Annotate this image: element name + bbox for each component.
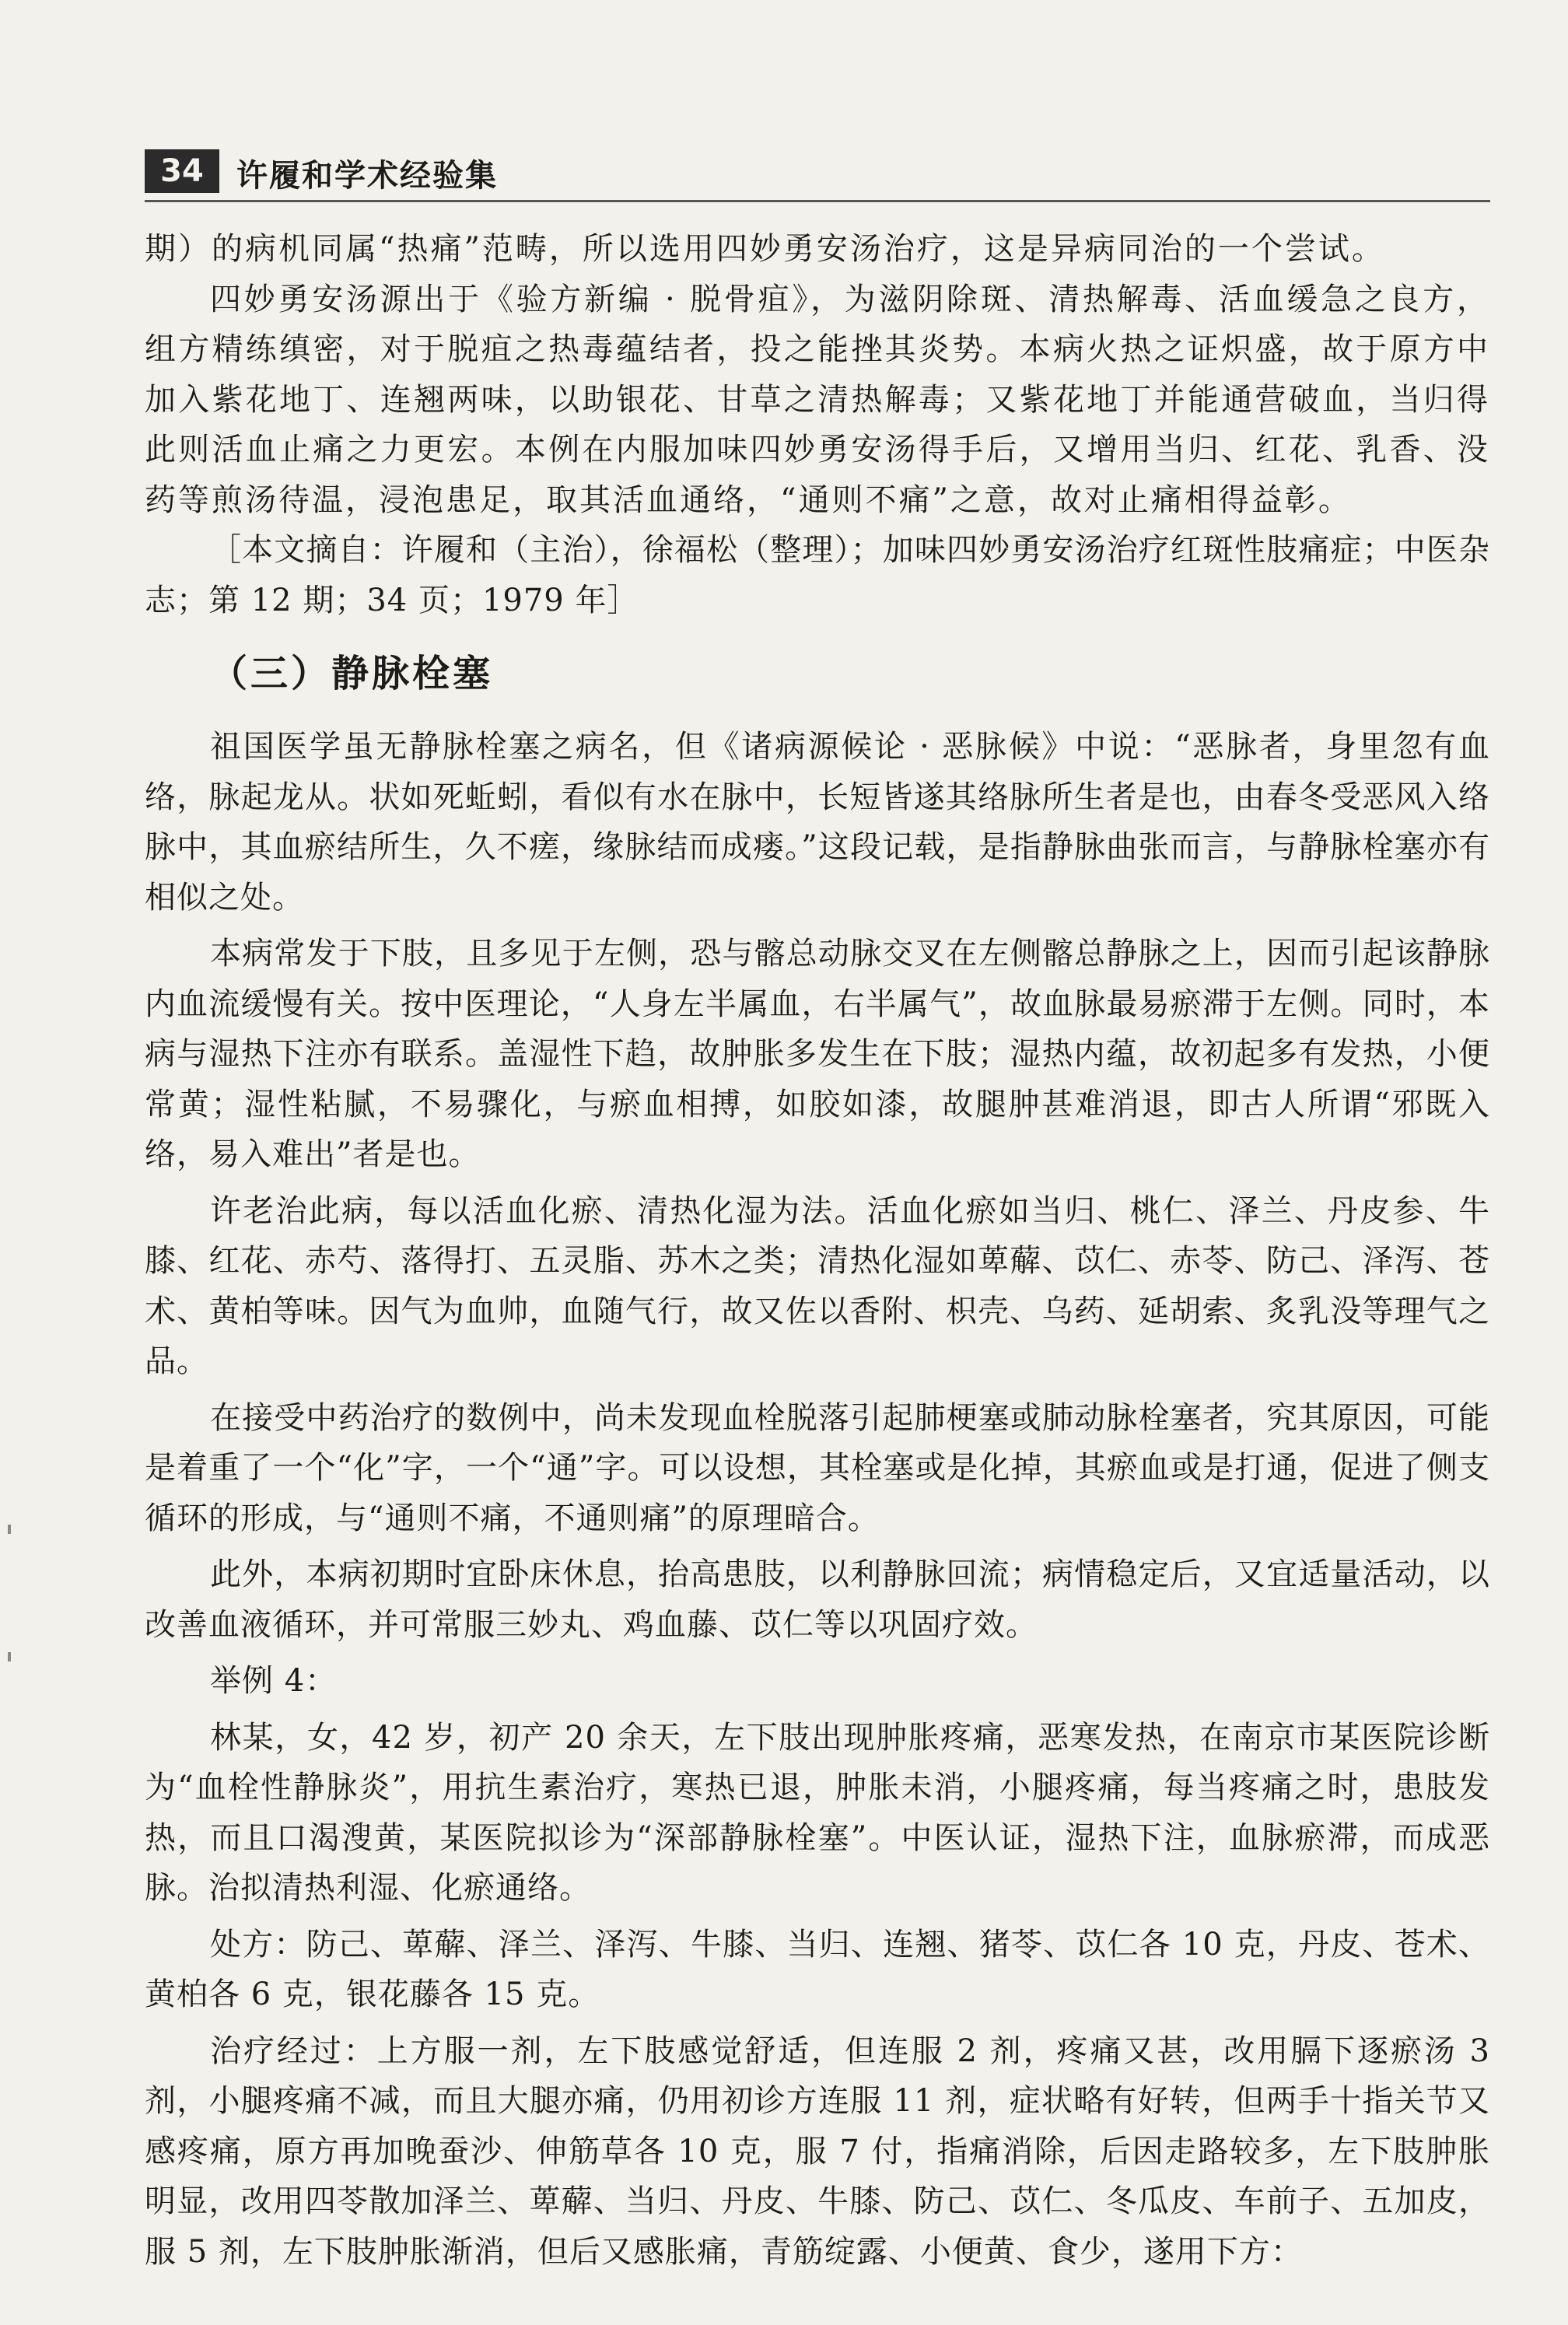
paragraph-continuation: 期）的病机同属“热痛”范畴，所以选用四妙勇安汤治疗，这是异病同治的一个尝试。	[145, 231, 1385, 267]
header-rule	[145, 200, 1490, 202]
paragraph-pathogenesis: 本病常发于下肢，且多见于左侧，恐与髂总动脉交叉在左侧髂总静脉之上，因而引起该静脉内血流缓慢有关。按中医理论，“人身左半属血，右半属气”，故血脉最易瘀滞于左侧。同时，本病与湿热下注亦有联系。盖湿性下趋，故肿胀多发生在下肢；湿热内蕴，故初起多有发热，小便常黄；湿性粘腻，不易骤化，与瘀血相搏，如胶如漆，故腿肿甚难消退，即古人所谓“邪既入络，易入难出”者是也。	[145, 936, 1490, 1172]
page-header	[145, 140, 1490, 202]
paragraph-treatment: 许老治此病，每以活血化瘀、清热化湿为法。活血化瘀如当归、桃仁、泽兰、丹皮参、牛膝、红花、赤芍、落得打、五灵脂、苏木之类；清热化湿如萆薢、苡仁、赤苓、防己、泽泻、苍术、黄柏等味。因气为血帅，血随气行，故又佐以香附、枳壳、乌药、延胡索、炙乳没等理气之品。	[145, 1192, 1490, 1379]
paragraph-advice: 此外，本病初期时宜卧床休息，抬高患肢，以利静脉回流；病情稳定后，又宜适量活动，以改善血液循环，并可常服三妙丸、鸡血藤、苡仁等以巩固疗效。	[145, 1556, 1490, 1643]
example-label: 举例 4：	[210, 1663, 338, 1699]
page-body	[145, 224, 1490, 2277]
paragraph-formula-explanation: 四妙勇安汤源出于《验方新编 · 脱骨疽》，为滋阴除斑、清热解毒、活血缓急之良方，组方精练缜密，对于脱疽之热毒蕴结者，投之能挫其炎势。本病火热之证炽盛，故于原方中加入紫花地丁、连翘两味，以助银花、甘草之清热解毒；又紫花地丁并能通营破血，当归得此则活血止痛之力更宏。本例在内服加味四妙勇安汤得手后，又增用当归、红花、乳香、没药等煎汤待温，浸泡患足，取其活血通络，“通则不痛”之意，故对止痛相得益彰。	[145, 281, 1490, 518]
paragraph-case: 林某，女，42 岁，初产 20 余天，左下肢出现肿胀疼痛，恶寒发热，在南京市某医院诊断为“血栓性静脉炎”，用抗生素治疗，寒热已退，肿胀未消，小腿疼痛，每当疼痛之时，患肢发热，而且口渴溲黄，某医院拟诊为“深部静脉栓塞”。中医认证，湿热下注，血脉瘀滞，而成恶脉。治拟清热利湿、化瘀通络。	[145, 1719, 1490, 1906]
section-title: （三）静脉栓塞	[210, 652, 494, 695]
paragraph-course: 治疗经过：上方服一剂，左下肢感觉舒适，但连服 2 剂，疼痛又甚，改用膈下逐瘀汤 3 剂，小腿疼痛不减，而且大腿亦痛，仍用初诊方连服 11 剂，症状略有好转，但两手十指关节又感疼痛，原方再加晚蚕沙、伸筋草各 10 克，服 7 付，指痛消除，后因走路较多，左下肢肿胀明显，改用四苓散加泽兰、萆薢、当归、丹皮、牛膝、防己、苡仁、冬瓜皮、车前子、五加皮，服 5 剂，左下肢肿胀渐消，但后又感胀痛，青筋绽露、小便黄、食少，遂用下方：	[145, 2033, 1490, 2270]
citation-note: ［本文摘自：许履和（主治），徐福松（整理）；加味四妙勇安汤治疗红斑性肢痛症；中医杂志；第 12 期；34 页；1979 年］	[145, 532, 1490, 618]
book-title: 许履和学术经验集	[236, 158, 498, 194]
page-number: 34	[145, 149, 219, 193]
paragraph-prescription: 处方：防己、萆薢、泽兰、泽泻、牛膝、当归、连翘、猪苓、苡仁各 10 克，丹皮、苍术、黄柏各 6 克，银花藤各 15 克。	[145, 1926, 1490, 2012]
paragraph-intro: 祖国医学虽无静脉栓塞之病名，但《诸病源候论 · 恶脉候》中说：“恶脉者，身里忽有血络，脉起龙从。状如死蚯蚓，看似有水在脉中，长短皆遂其络脉所生者是也，由春冬受恶风入络脉中，其血瘀结所生，久不瘥，缘脉结而成瘘。”这段记载，是指静脉曲张而言，与静脉栓塞亦有相似之处。	[145, 729, 1490, 916]
paragraph-analysis: 在接受中药治疗的数例中，尚未发现血栓脱落引起肺梗塞或肺动脉栓塞者，究其原因，可能是着重了一个“化”字，一个“通”字。可以设想，其栓塞或是化掉，其瘀血或是打通，促进了侧支循环的形成，与“通则不痛，不通则痛”的原理暗合。	[145, 1399, 1490, 1536]
scan-mark	[8, 1525, 11, 1534]
scan-mark	[8, 1652, 11, 1661]
